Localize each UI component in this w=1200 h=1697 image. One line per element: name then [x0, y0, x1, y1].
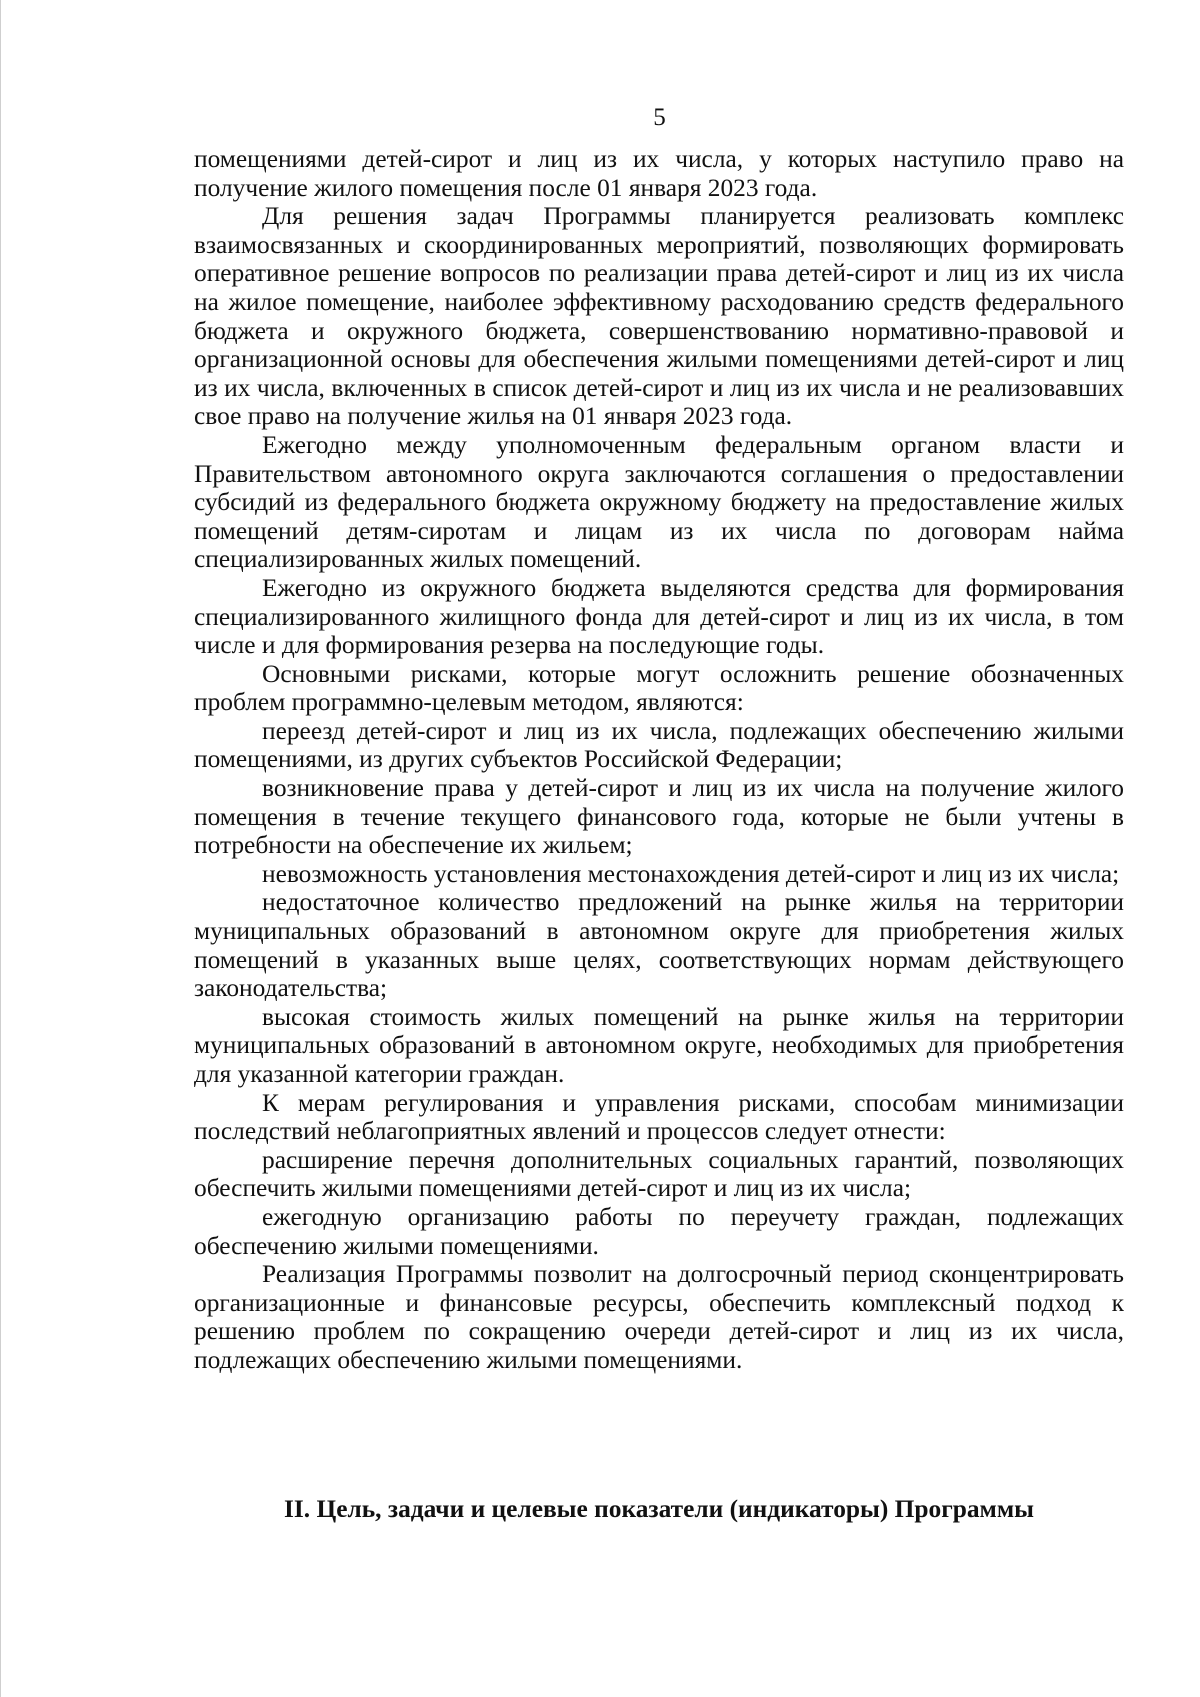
page-number: 5 — [653, 104, 666, 131]
list-item-risk: высокая стоимость жилых помещений на рынке жилья на территории муниципальных образований в автономном округе, необходимых для приобретения для указанной категории граждан. — [194, 1002, 1124, 1088]
list-item-measure: ежегодную организацию работы по переучету граждан, подлежащих обеспечению жилыми помещениями. — [194, 1202, 1124, 1260]
list-item-risk: переезд детей-сирот и лиц из их числа, подлежащих обеспечению жилыми помещениями, из других субъектов Российской Федерации; — [194, 716, 1124, 774]
page-edge — [0, 0, 1, 1697]
list-item-risk: возникновение права у детей-сирот и лиц из их числа на получение жилого помещения в течение текущего финансового года, которые не были учтены в потребности на обеспечение их жильем; — [194, 774, 1124, 860]
paragraph: К мерам регулирования и управления рисками, способам минимизации последствий неблагоприятных явлений и процессов следует отнести: — [194, 1088, 1124, 1146]
list-item-risk: недостаточное количество предложений на рынке жилья на территории муниципальных образований в автономном округе для приобретения жилых помещений в указанных выше целях, соответствующих нормам действующего законодательства; — [194, 888, 1124, 1003]
paragraph: Для решения задач Программы планируется реализовать комплекс взаимосвязанных и скоординированных мероприятий, позволяющих формировать оперативное решение вопросов по реализации права детей-сирот и лиц из их числа на жилое помещение, наиболее эффективному расходованию средств федерального бюджета и окружного бюджета, совершенствованию нормативно-правовой и организационной основы для обеспечения жилыми помещениями детей-сирот и лиц из их числа, включенных в список детей-сирот и лиц из их числа и не реализовавших свое право на получение жилья на 01 января 2023 года. — [194, 202, 1124, 431]
paragraph-continuation: помещениями детей-сирот и лиц из их числа, у которых наступило право на получение жилого помещения после 01 января 2023 года. — [194, 145, 1124, 202]
list-item-measure: расширение перечня дополнительных социальных гарантий, позволяющих обеспечить жилыми помещениями детей-сирот и лиц из их числа; — [194, 1145, 1124, 1203]
paragraph: Основными рисками, которые могут осложнить решение обозначенных проблем программно-целевым методом, являются: — [194, 659, 1124, 717]
paragraph: Ежегодно между уполномоченным федеральным органом власти и Правительством автономного округа заключаются соглашения о предоставлении субсидий из федерального бюджета окружному бюджету на предоставление жилых помещений детям-сиротам и лицам из их числа по договорам найма специализированных жилых помещений. — [194, 430, 1124, 574]
paragraph: Реализация Программы позволит на долгосрочный период сконцентрировать организационные и финансовые ресурсы, обеспечить комплексный подход к решению проблем по сокращению очереди детей-сирот и лиц из их числа, подлежащих обеспечению жилыми помещениями. — [194, 1260, 1124, 1374]
paragraph: Ежегодно из окружного бюджета выделяются средства для формирования специализированного жилищного фонда для детей-сирот и лиц из их числа, в том числе и для формирования резерва на последующие годы. — [194, 573, 1124, 660]
section-heading: II. Цель, задачи и целевые показатели (индикаторы) Программы — [284, 1495, 1034, 1523]
list-item-risk: невозможность установления местонахождения детей-сирот и лиц из их числа; — [262, 859, 1120, 888]
document-body — [194, 145, 1124, 1375]
